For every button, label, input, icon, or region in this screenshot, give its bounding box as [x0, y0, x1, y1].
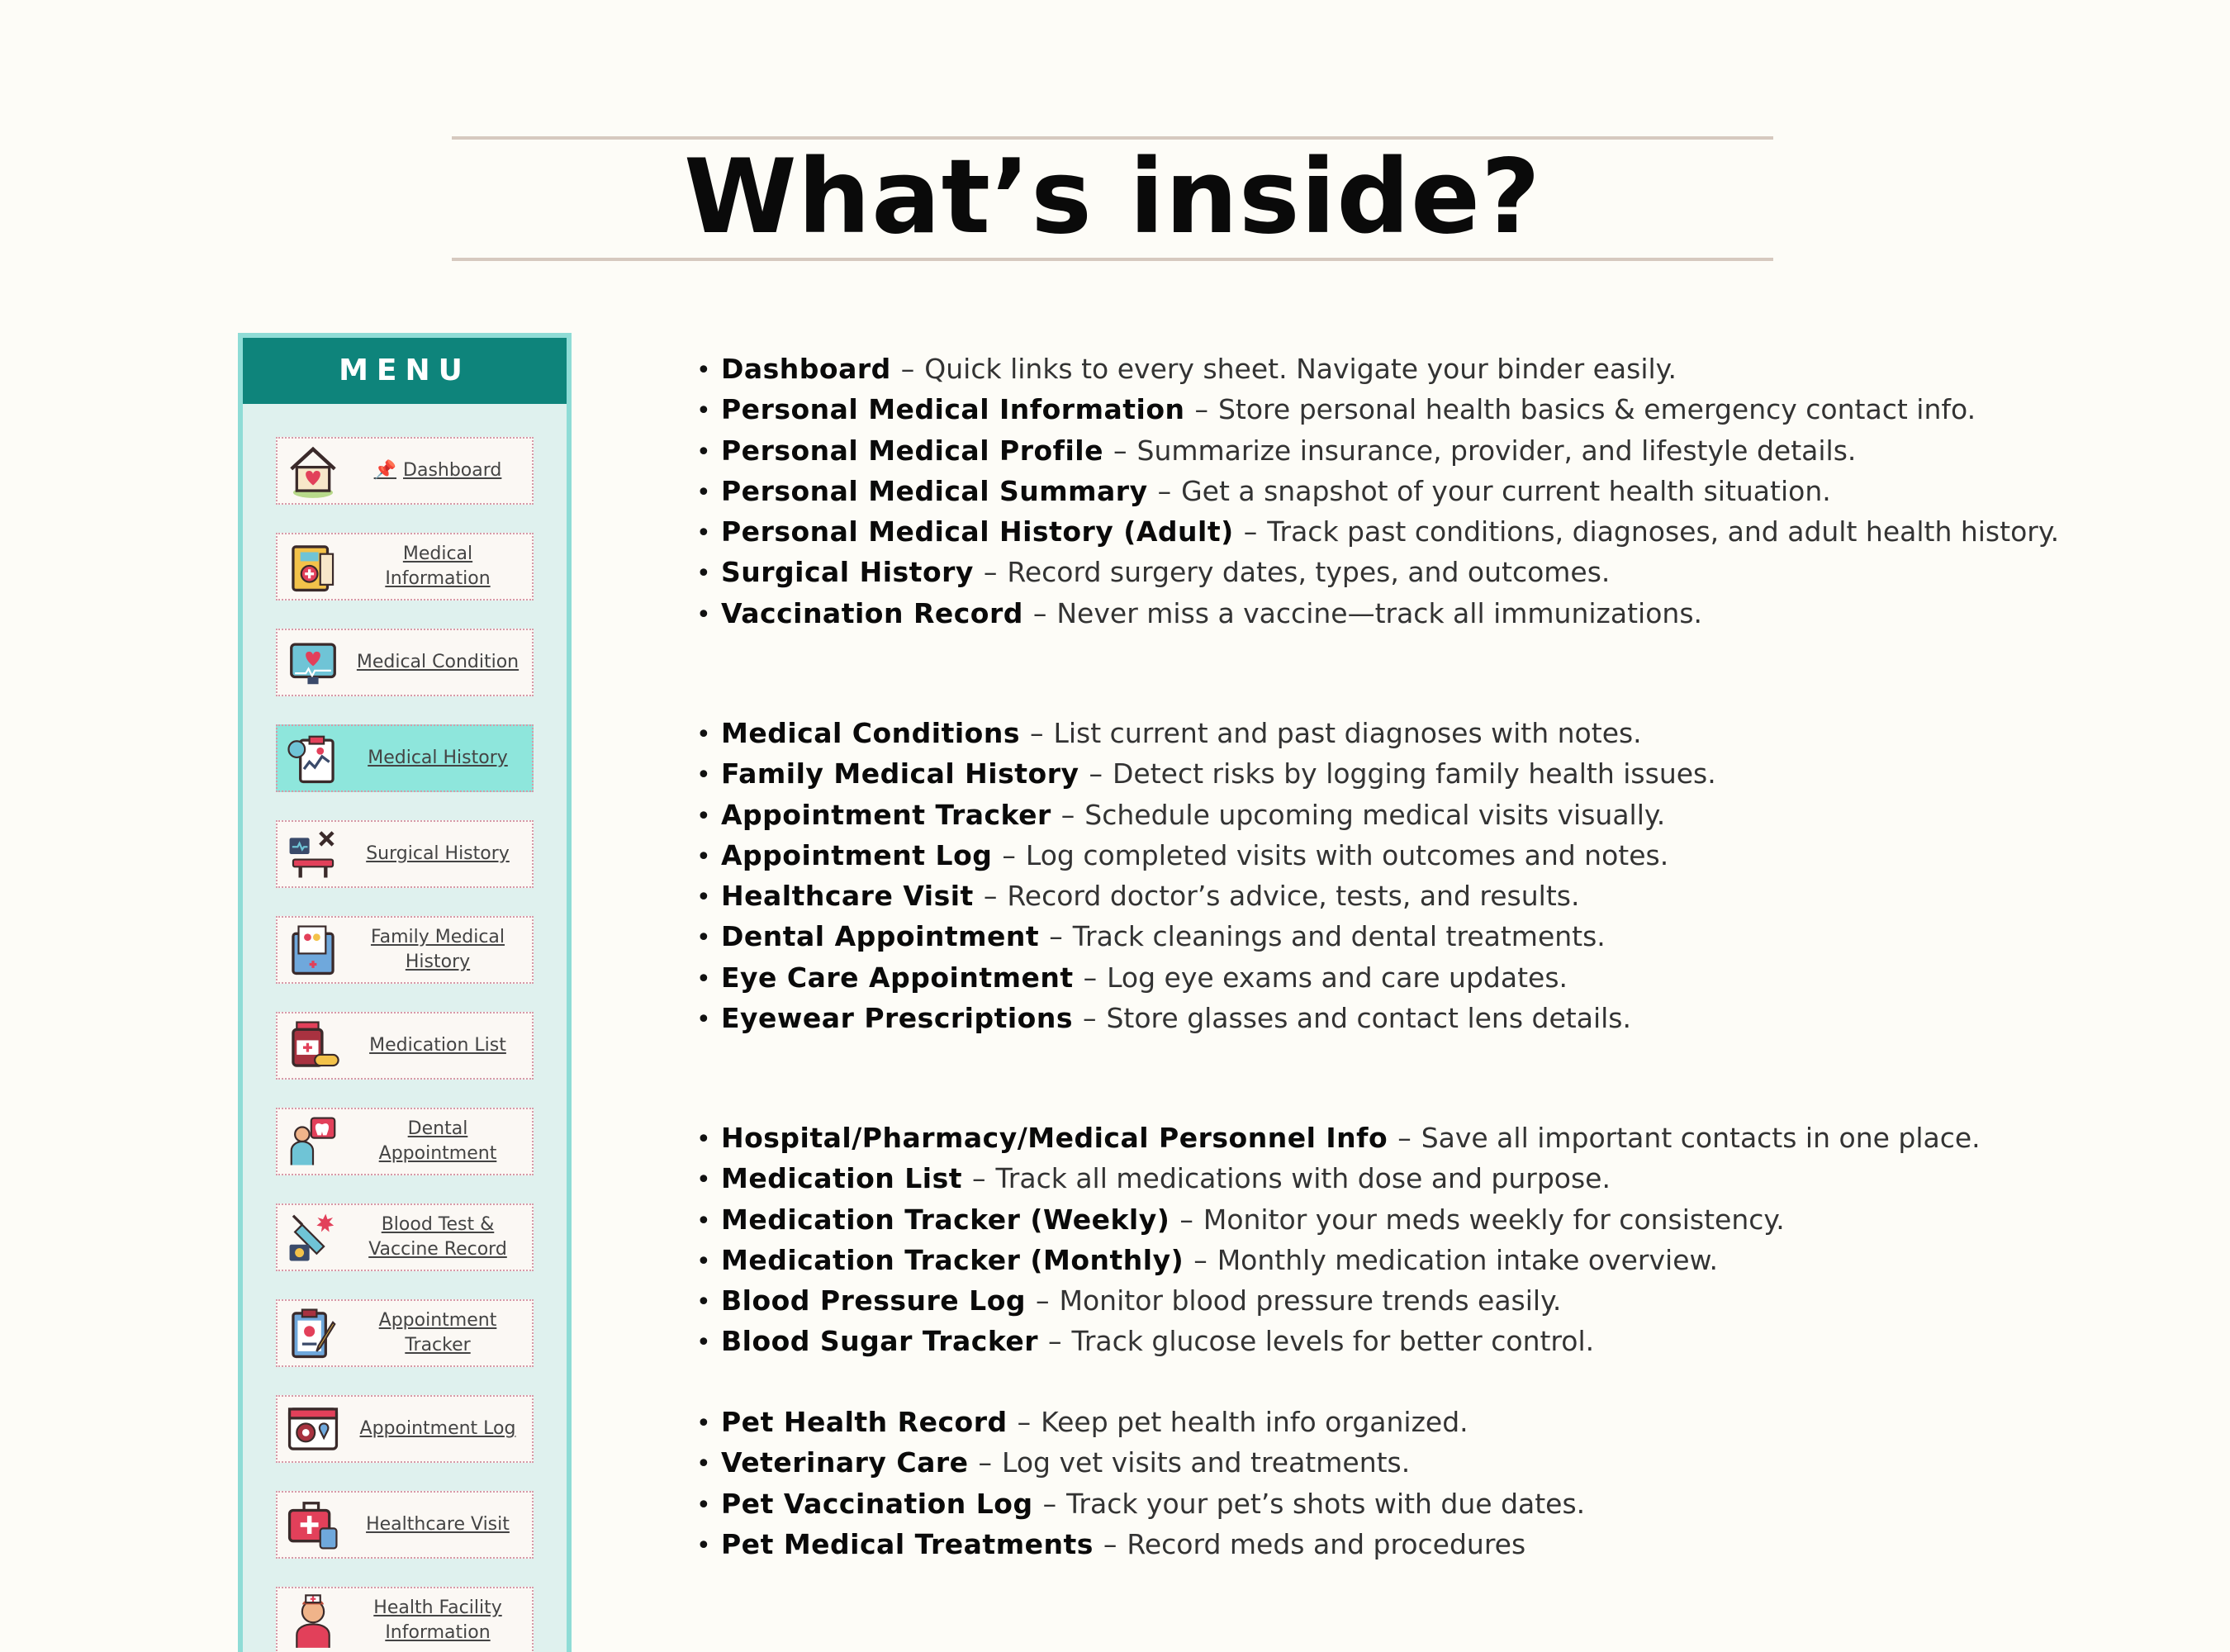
feature-description: Summarize insurance, provider, and lifestyle details. [1136, 434, 1857, 467]
feature-name: Blood Sugar Tracker [721, 1325, 1039, 1358]
bullet-icon: • [696, 1206, 711, 1236]
feature-separator: – [900, 353, 915, 385]
feature-item [696, 430, 2059, 471]
feature-name: Pet Medical Treatments [721, 1527, 1094, 1560]
nurse-icon [278, 1588, 349, 1652]
menu-item-medical-history[interactable] [276, 724, 534, 792]
feature-name: Veterinary Care [721, 1446, 969, 1479]
menu-item-appointment-log[interactable] [276, 1395, 534, 1463]
bullet-icon: • [696, 477, 711, 507]
bullet-icon: • [696, 1246, 711, 1276]
feature-separator: – [1048, 1325, 1062, 1358]
menu-item-medical-condition[interactable] [276, 629, 534, 696]
feature-name: Healthcare Visit [721, 880, 974, 913]
blood-test-icon [278, 1205, 349, 1270]
menu-item-healthcare-visit[interactable] [276, 1491, 534, 1559]
feature-separator: – [1049, 920, 1063, 953]
feature-separator: – [1030, 717, 1044, 749]
menu-item-text: Medication List [369, 1035, 506, 1056]
menu-item-medical-information[interactable] [276, 533, 534, 601]
bullet-icon: • [696, 761, 711, 790]
menu-item-label [349, 1213, 532, 1262]
feature-description: Monthly medication intake overview. [1217, 1243, 1718, 1276]
menu-item-label [349, 746, 532, 771]
menu-item-label [349, 458, 532, 483]
bullet-icon: • [696, 437, 711, 467]
feature-name: Medication List [721, 1162, 962, 1195]
feature-item [696, 835, 1716, 876]
bullet-icon: • [696, 356, 711, 385]
menu-item-label [349, 1308, 532, 1358]
feature-separator: – [1060, 798, 1075, 831]
feature-description: List current and past diagnoses with notes. [1053, 717, 1642, 749]
feature-item [696, 1280, 1981, 1321]
menu-item-label [349, 1417, 532, 1441]
feature-name: Eyewear Prescriptions [721, 1002, 1073, 1035]
feature-description: Monitor your meds weekly for consistency. [1203, 1203, 1785, 1236]
feature-name: Blood Pressure Log [721, 1284, 1027, 1317]
feature-name: Personal Medical Summary [721, 474, 1148, 507]
feature-item [696, 713, 1716, 753]
feature-separator: – [1113, 434, 1127, 467]
feature-name: Personal Medical Profile [721, 434, 1103, 467]
feature-name: Medication Tracker (Monthly) [721, 1243, 1184, 1276]
clipboard-chart-icon [278, 726, 349, 790]
menu-item-label [349, 1596, 532, 1645]
feature-item [696, 1240, 1981, 1280]
feature-description: Log completed visits with outcomes and notes. [1025, 838, 1669, 871]
bullet-icon: • [696, 1165, 711, 1195]
feature-name: Family Medical History [721, 757, 1079, 790]
menu-item-label [349, 842, 532, 866]
feature-item [696, 1483, 1585, 1524]
feature-description: Track your pet’s shots with due dates. [1066, 1487, 1586, 1520]
feature-item [696, 916, 1716, 957]
feature-description: Monitor blood pressure trends easily. [1059, 1284, 1562, 1317]
feature-item [696, 957, 1716, 998]
house-heart-icon [278, 439, 349, 503]
bullet-icon: • [696, 559, 711, 589]
feature-group [696, 1118, 1981, 1362]
feature-item [696, 998, 1716, 1038]
feature-item [696, 593, 2059, 634]
feature-description: Track cleanings and dental treatments. [1072, 920, 1606, 953]
feature-description: Track all medications with dose and purpose. [995, 1162, 1611, 1195]
feature-separator: – [1193, 1243, 1208, 1276]
feature-description: Schedule upcoming medical visits visually. [1084, 798, 1666, 831]
feature-description: Record doctor’s advice, tests, and results. [1007, 880, 1580, 913]
menu-item-dental-appointment[interactable] [276, 1108, 534, 1175]
feature-group [696, 713, 1716, 1038]
feature-item [696, 795, 1716, 835]
menu-item-text: Blood Test & Vaccine Record [368, 1214, 507, 1260]
feature-name: Pet Health Record [721, 1406, 1008, 1438]
menu-item-text: Appointment Log [359, 1418, 516, 1439]
menu-item-health-facility-information[interactable] [276, 1587, 534, 1652]
menu-item-label [349, 542, 532, 591]
calendar-icon [278, 1397, 349, 1461]
family-file-icon [278, 918, 349, 982]
feature-separator: – [1397, 1122, 1412, 1154]
feature-name: Personal Medical History (Adult) [721, 515, 1234, 548]
feature-separator: – [1042, 1487, 1057, 1520]
clipboard-pen-icon [278, 1301, 349, 1365]
feature-description: Quick links to every sheet. Navigate your binder easily. [924, 353, 1677, 385]
menu-item-blood-test-vaccine-record[interactable] [276, 1203, 534, 1271]
bullet-icon: • [696, 396, 711, 426]
bullet-icon: • [696, 1531, 711, 1560]
feature-name: Dental Appointment [721, 920, 1040, 953]
feature-item [696, 389, 2059, 430]
feature-item [696, 1158, 1981, 1199]
feature-separator: – [1194, 393, 1208, 426]
feature-description: Track glucose levels for better control. [1071, 1325, 1595, 1358]
menu-item-label [349, 1117, 532, 1166]
feature-item [696, 552, 2059, 592]
feature-name: Medication Tracker (Weekly) [721, 1203, 1170, 1236]
feature-item [696, 1199, 1981, 1240]
feature-name: Eye Care Appointment [721, 961, 1074, 994]
feature-separator: – [1032, 596, 1047, 629]
feature-description: Log vet visits and treatments. [1002, 1446, 1411, 1479]
bullet-icon: • [696, 1409, 711, 1438]
bullet-icon: • [696, 720, 711, 749]
feature-separator: – [1036, 1284, 1050, 1317]
bullet-icon: • [696, 1450, 711, 1479]
feature-separator: – [1089, 757, 1103, 790]
operating-table-icon [278, 822, 349, 886]
menu-item-text: Health Facility Information [373, 1597, 502, 1643]
feature-separator: – [978, 1446, 993, 1479]
feature-description: Track past conditions, diagnoses, and adult health history. [1267, 515, 2060, 548]
feature-name: Dashboard [721, 353, 891, 385]
menu-item-appointment-tracker[interactable] [276, 1299, 534, 1367]
feature-description: Save all important contacts in one place. [1421, 1122, 1981, 1154]
feature-item [696, 1442, 1585, 1483]
menu-item-text: Dashboard [403, 460, 502, 481]
feature-name: Medical Conditions [721, 717, 1020, 749]
bullet-icon: • [696, 519, 711, 548]
feature-name: Vaccination Record [721, 596, 1023, 629]
feature-separator: – [1103, 1527, 1117, 1560]
feature-description: Record surgery dates, types, and outcomes. [1007, 556, 1611, 589]
menu-item-text: Dental Appointment [378, 1118, 497, 1164]
feature-item [696, 471, 2059, 511]
feature-item [696, 1402, 1585, 1442]
pill-bottle-icon [278, 1014, 349, 1078]
feature-name: Appointment Tracker [721, 798, 1051, 831]
feature-separator: – [983, 880, 998, 913]
feature-separator: – [1083, 961, 1098, 994]
menu-panel [238, 333, 572, 1652]
feature-description: Detect risks by logging family health issues. [1112, 757, 1716, 790]
menu-item-label [349, 1512, 532, 1537]
menu-item-family-medical-history[interactable] [276, 916, 534, 984]
bullet-icon: • [696, 1288, 711, 1317]
bullet-icon: • [696, 1005, 711, 1035]
feature-separator: – [971, 1162, 986, 1195]
feature-separator: – [983, 556, 998, 589]
bullet-icon: • [696, 842, 711, 871]
dentist-icon [278, 1109, 349, 1174]
feature-description: Record meds and procedures [1127, 1527, 1526, 1560]
feature-description: Store glasses and contact lens details. [1106, 1002, 1631, 1035]
feature-item [696, 753, 1716, 794]
bullet-icon: • [696, 600, 711, 629]
bullet-icon: • [696, 883, 711, 913]
feature-item [696, 511, 2059, 552]
menu-item-text: Surgical History [366, 843, 510, 864]
menu-item-label [349, 925, 532, 975]
bullet-icon: • [696, 801, 711, 831]
menu-item-text: Family Medical History [370, 927, 505, 972]
feature-group [696, 349, 2059, 634]
bullet-icon: • [696, 923, 711, 953]
menu-item-label [349, 650, 532, 675]
heart-monitor-icon [278, 630, 349, 695]
bullet-icon: • [696, 1125, 711, 1154]
feature-separator: – [1082, 1002, 1097, 1035]
feature-separator: – [1157, 474, 1172, 507]
feature-item [696, 1118, 1981, 1158]
bullet-icon: • [696, 1490, 711, 1520]
feature-separator: – [1017, 1406, 1032, 1438]
menu-header: MENU [243, 338, 567, 404]
feature-item [696, 1524, 1585, 1564]
feature-description: Never miss a vaccine—track all immunizations. [1056, 596, 1702, 629]
feature-name: Personal Medical Information [721, 393, 1185, 426]
menu-item-dashboard[interactable] [276, 437, 534, 505]
medical-folder-icon [278, 534, 349, 599]
feature-description: Get a snapshot of your current health situation. [1181, 474, 1831, 507]
menu-item-label [349, 1033, 532, 1058]
menu-item-surgical-history[interactable] [276, 820, 534, 888]
title-rule-bottom [452, 258, 1773, 261]
feature-description: Keep pet health info organized. [1041, 1406, 1468, 1438]
pin-icon: 📌 [373, 460, 397, 481]
feature-group [696, 1402, 1585, 1564]
feature-description: Store personal health basics & emergency contact info. [1217, 393, 1976, 426]
feature-separator: – [1179, 1203, 1193, 1236]
menu-item-text: Medical History [368, 748, 508, 768]
feature-name: Appointment Log [721, 838, 993, 871]
menu-item-text: Medical Condition [356, 652, 520, 672]
feature-separator: – [1243, 515, 1258, 548]
first-aid-kit-icon [278, 1493, 349, 1557]
page-title: What’s inside? [684, 138, 1541, 257]
menu-item-text: Appointment Tracker [378, 1310, 497, 1355]
feature-name: Hospital/Pharmacy/Medical Personnel Info [721, 1122, 1388, 1154]
feature-item [696, 876, 1716, 916]
feature-item [696, 349, 2059, 389]
feature-item [696, 1321, 1981, 1361]
feature-name: Surgical History [721, 556, 974, 589]
bullet-icon: • [696, 964, 711, 994]
feature-separator: – [1002, 838, 1016, 871]
bullet-icon: • [696, 1328, 711, 1358]
menu-item-medication-list[interactable] [276, 1012, 534, 1080]
feature-description: Log eye exams and care updates. [1107, 961, 1568, 994]
feature-name: Pet Vaccination Log [721, 1487, 1033, 1520]
menu-item-text: Medical Information [385, 544, 491, 589]
menu-item-text: Healthcare Visit [366, 1514, 510, 1535]
